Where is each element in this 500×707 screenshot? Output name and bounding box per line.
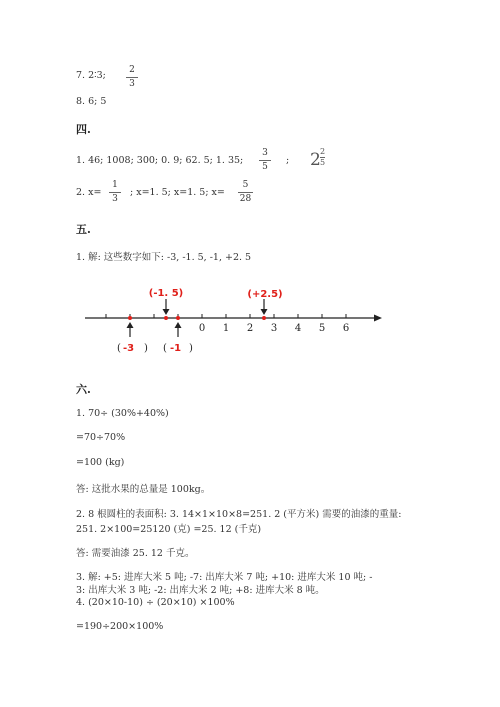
axis-tick-label: 2: [246, 323, 254, 334]
s6-q4-line2: =190÷200×100%: [76, 621, 164, 632]
fraction-denominator: 28: [239, 194, 252, 204]
fraction-numerator: 3: [262, 148, 268, 158]
label-pos2-5: (+2.5): [247, 289, 283, 300]
s6-q1-answer: 答: 这批水果的总量是 100kg。: [76, 484, 211, 495]
s6-q2-answer: 答: 需要油漆 25. 12 千克。: [76, 548, 195, 559]
s6-q1-line1: 1. 70÷ (30%+40%): [76, 408, 169, 419]
s6-q2-line1: 2. 8 根圆柱的表面积: 3. 14×1×10×8=251. 2 (平方米) 需要的油漆的重量:: [76, 509, 402, 520]
fraction-numerator: 1: [112, 180, 118, 190]
axis-tick-label: 3: [270, 323, 278, 334]
axis-tick-label: 0: [198, 323, 206, 334]
point-neg3: [128, 316, 132, 320]
mixed-fraction: [320, 148, 325, 167]
fraction-denominator: 3: [112, 194, 118, 204]
s6-q3-line2: 3: 出库大米 3 吨; -2: 出库大米 2 吨; +8: 进库大米 8 吨。: [76, 585, 325, 596]
s6-q4-line1: 4. (20×10-10) ÷ (20×10) ×100%: [76, 597, 235, 608]
fraction-denominator: 3: [129, 79, 135, 89]
axis-tick-labels: [199, 323, 349, 334]
point-pos2-5: [262, 316, 266, 320]
label-neg3-close: ): [144, 343, 148, 354]
section-4-answer-2-middle: ; x=1. 5; x=1. 5; x=: [130, 187, 225, 198]
section-6-heading: 六.: [76, 383, 91, 396]
fraction-numerator: 2: [129, 65, 135, 75]
s6-q2-line2: 251. 2×100=25120 (克) =25. 12 (千克): [76, 524, 262, 535]
fraction-numerator: 5: [242, 180, 249, 190]
section-4-answer-2-prefix: 2. x=: [76, 187, 102, 198]
fraction-5-28: [238, 181, 253, 204]
axis-tick-label: 5: [318, 323, 326, 334]
axis-tick-label: 4: [294, 323, 302, 334]
section-4-answer-1: 1. 46; 1008; 300; 0. 9; 62. 5; 1. 35;: [76, 155, 244, 166]
s6-q1-line2: =70÷70%: [76, 432, 126, 443]
label-neg3-value: -3: [123, 343, 135, 354]
s6-q3-line1: 3. 解: +5: 进库大米 5 吨; -7: 出库大米 7 吨; +10: 进库大米 10 吨; -: [76, 572, 373, 583]
point-neg1: [176, 316, 180, 320]
arrowhead-neg1: [175, 322, 182, 328]
fraction-denominator: 5: [320, 158, 326, 167]
arrowhead-pos2-5: [261, 309, 268, 315]
fraction-bar: [126, 77, 138, 78]
axis-tick-label: 1: [222, 323, 230, 334]
axis-arrowhead: [374, 315, 382, 322]
fraction-3-5: [259, 149, 271, 172]
section-5-heading: 五.: [76, 223, 91, 236]
fraction-bar: [238, 192, 253, 193]
label-neg3-open: (: [117, 343, 121, 354]
arrowhead-neg1-5: [163, 309, 170, 315]
axis-tick-label: 6: [342, 323, 350, 334]
answer-7: 7. 2∶3;: [76, 70, 106, 81]
label-neg1-open: (: [163, 343, 167, 354]
section-4-heading: 四.: [76, 123, 91, 136]
fraction-denominator: 5: [262, 162, 268, 172]
axis-ticks: [106, 314, 346, 318]
mixed-number-2-2-5: [310, 147, 330, 172]
fraction-bar: [259, 160, 271, 161]
fraction-1-3: [109, 181, 121, 204]
mixed-whole: 2: [310, 150, 321, 170]
label-neg1-5: (-1. 5): [148, 288, 184, 299]
section-5-answer-1: 1. 解: 这些数字如下: -3, -1. 5, -1, +2. 5: [76, 252, 252, 263]
number-line-figure: [0, 275, 500, 365]
separator: ;: [286, 155, 290, 166]
fraction-bar: [109, 192, 121, 193]
answer-8: 8. 6; 5: [76, 96, 107, 107]
s6-q1-line3: =100 (kg): [76, 457, 125, 468]
fraction-answer-7: [126, 66, 138, 89]
arrowhead-neg3: [127, 322, 134, 328]
label-neg1-value: -1: [170, 343, 182, 354]
point-neg1-5: [164, 316, 168, 320]
fraction-numerator: 2: [320, 147, 326, 156]
label-neg1-close: ): [189, 343, 193, 354]
